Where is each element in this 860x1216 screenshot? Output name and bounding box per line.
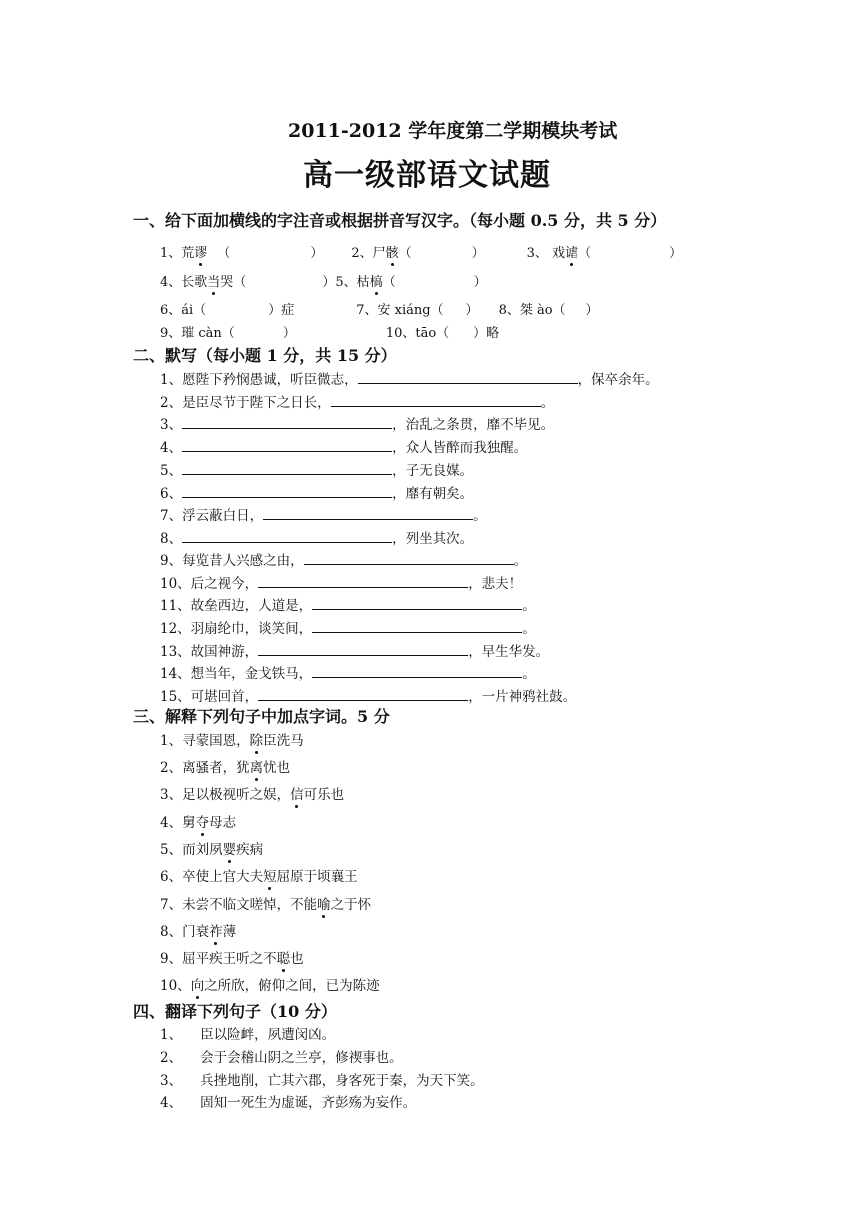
answer-blank[interactable]: [304, 552, 514, 565]
s1-row-2: 4、长歌当哭（ ）5、枯槁（ ）: [160, 271, 487, 290]
marked-char: 短: [263, 865, 277, 885]
marked-char: 聪: [277, 947, 291, 967]
s2-line-10: 10、后之视今， ，悲夫！: [160, 576, 523, 592]
answer-blank[interactable]: [182, 439, 392, 452]
s3-item-6: 6、卒使上官大夫短屈原于顷襄王: [160, 865, 358, 885]
marked-char: 槁: [370, 271, 383, 290]
s2-line-11: 11、故垒西边，人道是， 。: [160, 598, 536, 614]
s2-line-4: 4、 ，众人皆醉而我独醒。: [160, 440, 528, 456]
section-2-heading: 二、默写（每小题 1 分，共 15 分）: [133, 346, 397, 365]
section-4-heading: 四、翻译下列句子（10 分）: [133, 1002, 337, 1021]
answer-blank[interactable]: [258, 643, 468, 656]
s2-line-14: 14、想当年，金戈铁马， 。: [160, 666, 536, 682]
s4-item-4: 4、 固知一死生为虚诞，齐彭殇为妄作。: [160, 1095, 417, 1111]
s3-item-9: 9、屈平疾王听之不聪也: [160, 947, 304, 967]
s2-line-12: 12、羽扇纶巾，谈笑间， 。: [160, 621, 536, 637]
answer-blank[interactable]: [182, 416, 392, 429]
s4-item-2: 2、 会于会稽山阴之兰亭，修禊事也。: [160, 1050, 403, 1066]
marked-char: 谑: [565, 242, 578, 261]
s3-item-10: 10、向之所欣，俯仰之间，已为陈迹: [160, 974, 380, 994]
s4-item-1: 1、 臣以险衅，夙遭闵凶。: [160, 1027, 336, 1043]
answer-blank[interactable]: [358, 371, 578, 384]
section-1-heading: 一、给下面加横线的字注音或根据拼音写汉字。（每小题 0.5 分，共 5 分）: [133, 211, 667, 230]
answer-blank[interactable]: [312, 665, 522, 678]
exam-term-title: 2011-2012 学年度第二学期模块考试: [288, 120, 618, 142]
answer-blank[interactable]: [258, 575, 468, 588]
s2-line-13: 13、故国神游， ，早生华发。: [160, 644, 550, 660]
s2-line-8: 8、 ，列坐其次。: [160, 531, 474, 547]
answer-blank[interactable]: [312, 620, 522, 633]
s2-line-2: 2、是臣尽节于陛下之日长， 。: [160, 395, 555, 411]
s1-row-1: 1、荒谬 （ ） 2、尸骸（ ） 3、 戏谑（ ）: [160, 242, 682, 261]
answer-blank[interactable]: [312, 597, 522, 610]
s2-line-7: 7、浮云蔽白日， 。: [160, 508, 487, 524]
marked-char: 离: [250, 756, 264, 776]
s3-item-8: 8、门衰祚薄: [160, 920, 236, 940]
marked-char: 婴: [223, 838, 237, 858]
marked-char: 骸: [386, 242, 399, 261]
s3-item-7: 7、未尝不临文嗟悼，不能喻之于怀: [160, 893, 371, 913]
exam-subject-title: 高一级部语文试题: [303, 158, 551, 193]
answer-blank[interactable]: [182, 530, 392, 543]
marked-char: 喻: [317, 893, 331, 913]
marked-char: 谬: [194, 242, 207, 261]
s4-item-3: 3、 兵挫地削，亡其六郡，身客死于秦，为天下笑。: [160, 1073, 484, 1089]
answer-blank[interactable]: [258, 688, 468, 701]
marked-char: 信: [290, 783, 304, 803]
s2-line-1: 1、愿陛下矜悯愚诚，听臣微志， ，保卒余年。: [160, 372, 659, 388]
s3-item-2: 2、离骚者，犹离忧也: [160, 756, 290, 776]
section-3-heading: 三、解释下列句子中加点字词。5 分: [133, 707, 390, 726]
answer-blank[interactable]: [182, 485, 392, 498]
s2-line-9: 9、每览昔人兴感之由， 。: [160, 553, 528, 569]
s3-item-4: 4、舅夺母志: [160, 811, 236, 831]
s2-line-6: 6、 ，靡有朝矣。: [160, 486, 474, 502]
marked-char: 向: [191, 974, 205, 994]
s1-row-4: 9、璀 càn（ ） 10、tāo（ ）略: [160, 326, 500, 341]
s3-item-3: 3、足以极视听之娱，信可乐也: [160, 783, 344, 803]
answer-blank[interactable]: [263, 507, 473, 520]
s3-item-1: 1、寻蒙国恩，除臣洗马: [160, 729, 304, 749]
answer-blank[interactable]: [182, 462, 392, 475]
answer-blank[interactable]: [331, 394, 541, 407]
s1-row-3: 6、ái（ ）症 7、安 xiáng（ ） 8、桀 ào（ ）: [160, 303, 599, 318]
marked-char: 除: [250, 729, 264, 749]
s2-line-3: 3、 ，治乱之条贯，靡不毕见。: [160, 417, 555, 433]
s2-line-5: 5、 ，子无良媒。: [160, 463, 474, 479]
marked-char: 祚: [209, 920, 223, 940]
marked-char: 当: [207, 271, 220, 290]
s2-line-15: 15、可堪回首， ，一片神鸦社鼓。: [160, 689, 577, 705]
marked-char: 夺: [196, 811, 210, 831]
s3-item-5: 5、而刘夙婴疾病: [160, 838, 263, 858]
